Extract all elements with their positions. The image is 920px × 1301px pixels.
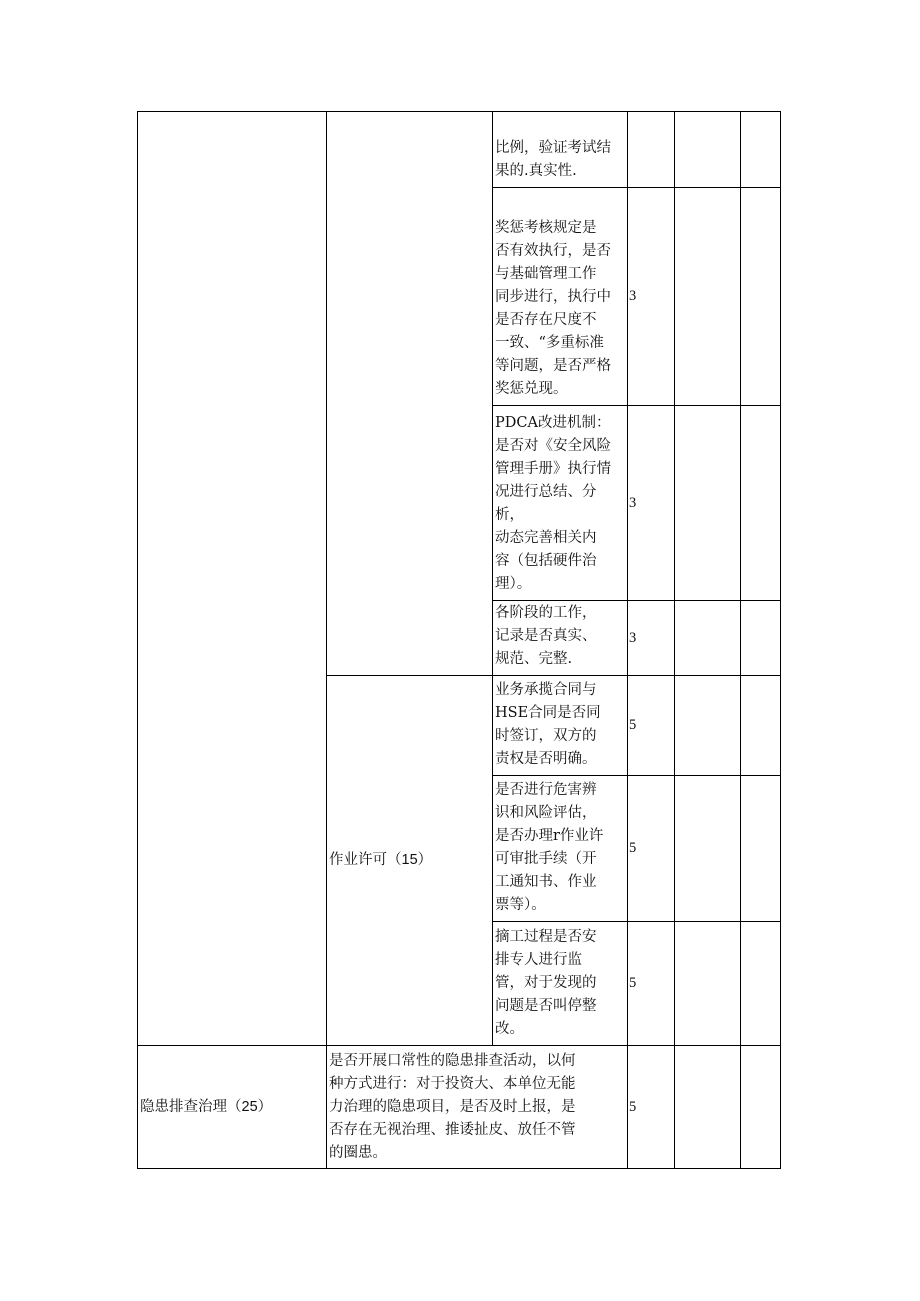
blank-cell <box>741 676 781 776</box>
blank-cell <box>675 112 741 188</box>
score-cell: 3 <box>628 406 675 601</box>
blank-cell <box>675 188 741 406</box>
subcategory-cell <box>327 112 493 676</box>
score-cell: 5 <box>628 922 675 1046</box>
criterion-cell: 比例，验证考试结 果的.真实性. <box>493 112 628 188</box>
blank-cell <box>741 922 781 1046</box>
criterion-cell: 奖惩考核规定是 否有效执行，是否 与基础管理工作 同步进行，执行中 是否存在尺度不 一致、“多重标准 等问题，是否严格 奖惩兑现。 <box>493 188 628 406</box>
table-row <box>138 112 781 188</box>
criterion-cell: 是否进行危害辨 识和风险评估， 是否办理r作业许 可审批手续（开 工通知书、作业 票等）。 <box>493 776 628 922</box>
criterion-cell: 摘工过程是否安 排专人进行监 管，对于发现的 问题是否叫停整 改。 <box>493 922 628 1046</box>
criterion-cell: 各阶段的工作， 记录是否真实、 规范、完整. <box>493 601 628 676</box>
criterion-cell: PDCA改进机制： 是否对《安全风险 管理手册》执行情 况进行总结、分析， 动态完善相关内 容（包括硬件治 理）。 <box>493 406 628 601</box>
score-cell <box>628 112 675 188</box>
blank-cell <box>675 1046 741 1169</box>
assessment-table <box>137 111 781 1169</box>
hazard-label: 隐患排查治理（25） <box>138 1046 327 1169</box>
work-permit-label: 作业许可（15） <box>327 676 493 1046</box>
table-row <box>138 1046 781 1169</box>
blank-cell <box>675 676 741 776</box>
blank-cell <box>741 406 781 601</box>
score-cell: 3 <box>628 188 675 406</box>
blank-cell <box>675 601 741 676</box>
blank-cell <box>741 1046 781 1169</box>
criterion-cell: 业务承揽合同与 HSE合同是否同 时签订，双方的 责权是否明确。 <box>493 676 628 776</box>
blank-cell <box>741 188 781 406</box>
blank-cell <box>741 601 781 676</box>
hazard-criterion: 是否开展口常性的隐患排查活动，以何 种方式进行：对于投资大、本单位无能 力治理的隐患项目，是否及时上报，是 否存在无视治理、推诿扯皮、放任不管 的圈患。 <box>327 1046 628 1169</box>
blank-cell <box>675 922 741 1046</box>
score-cell: 5 <box>628 676 675 776</box>
score-cell: 5 <box>628 776 675 922</box>
score-cell: 3 <box>628 601 675 676</box>
blank-cell <box>675 776 741 922</box>
blank-cell <box>741 112 781 188</box>
score-cell: 5 <box>628 1046 675 1169</box>
blank-cell <box>741 776 781 922</box>
category-cell <box>138 112 327 1046</box>
blank-cell <box>675 406 741 601</box>
